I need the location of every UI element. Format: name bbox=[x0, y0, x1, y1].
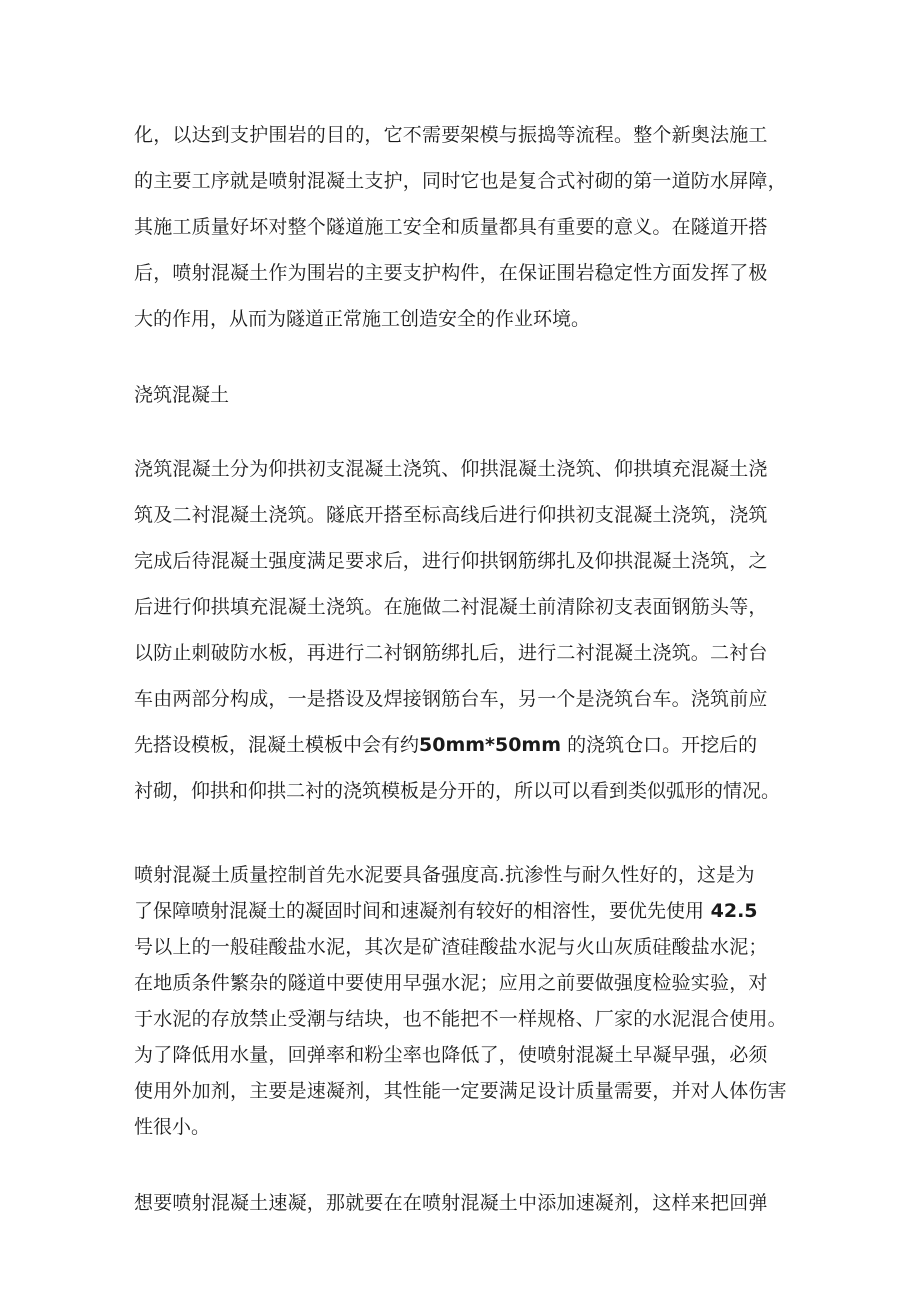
dimension-value: 50mm*50mm bbox=[419, 734, 562, 756]
paragraph-2-line-7-text: 先搭设模板，混凝土模板中会有约 bbox=[134, 734, 420, 756]
paragraph-3-line-8: 性很小。 bbox=[134, 1116, 211, 1138]
paragraph-2-line-2: 筑及二衬混凝土浇筑。隧底开搭至标高线后进行仰拱初支混凝土浇筑，浇筑 bbox=[134, 504, 768, 526]
paragraph-2-line-1: 浇筑混凝土分为仰拱初支混凝土浇筑、仰拱混凝土浇筑、仰拱填充混凝土浇 bbox=[134, 458, 768, 480]
paragraph-2-line-8: 衬砌，仰拱和仰拱二衬的浇筑模板是分开的，所以可以看到类似弧形的情况。 bbox=[134, 780, 781, 802]
paragraph-2-line-5: 以防止刺破防水板，再进行二衬钢筋绑扎后，进行二衬混凝土浇筑。二衬台 bbox=[134, 642, 768, 664]
paragraph-2-line-3: 完成后待混凝土强度满足要求后，进行仰拱钢筋绑扎及仰拱混凝土浇筑，之 bbox=[134, 550, 768, 572]
paragraph-3-line-5: 于水泥的存放禁止受潮与结块，也不能把不一样规格、厂家的水泥混合使用。 bbox=[134, 1008, 787, 1030]
paragraph-1-line-2: 的主要工序就是喷射混凝土支护，同时它也是复合式衬砌的第一道防水屏障， bbox=[134, 170, 787, 192]
paragraph-2-line-7-tail: 的浇筑仓口。开挖后的 bbox=[561, 734, 758, 756]
paragraph-3-line-1: 喷射混凝土质量控制首先水泥要具备强度高.抗渗性与耐久性好的，这是为 bbox=[134, 864, 755, 886]
paragraph-1-line-3: 其施工质量好坏对整个隧道施工安全和质量都具有重要的意义。在隧道开搭 bbox=[134, 216, 768, 238]
section-heading: 浇筑混凝土 bbox=[134, 384, 230, 406]
paragraph-3-line-7: 使用外加剂，主要是速凝剂，其性能一定要满足设计质量需要，并对人体伤害 bbox=[134, 1080, 787, 1102]
paragraph-3-line-2-text: 了保障喷射混凝土的凝固时间和速凝剂有较好的相溶性，要优先使用 bbox=[134, 900, 705, 922]
paragraph-1-line-1: 化，以达到支护围岩的目的，它不需要架模与振捣等流程。整个新奥法施工 bbox=[134, 124, 768, 146]
paragraph-3-line-3: 号以上的一般硅酸盐水泥，其次是矿渣硅酸盐水泥与火山灰质硅酸盐水泥； bbox=[134, 936, 768, 958]
paragraph-3-line-4: 在地质条件繁杂的隧道中要使用早强水泥；应用之前要做强度检验实验，对 bbox=[134, 972, 768, 994]
paragraph-2-line-6: 车由两部分构成，一是搭设及焊接钢筋台车，另一个是浇筑台车。浇筑前应 bbox=[134, 688, 768, 710]
cement-grade-value: 42.5 bbox=[704, 900, 758, 922]
paragraph-1-line-5: 大的作用，从而为隧道正常施工创造安全的作业环境。 bbox=[134, 308, 591, 330]
paragraph-2-line-7 bbox=[134, 731, 794, 759]
paragraph-3-line-2 bbox=[134, 897, 794, 925]
paragraph-3-line-6: 为了降低用水量，回弹率和粉尘率也降低了，使喷射混凝土早凝早强，必须 bbox=[134, 1044, 768, 1066]
paragraph-1-line-4: 后，喷射混凝土作为围岩的主要支护构件，在保证围岩稳定性方面发挥了极 bbox=[134, 262, 768, 284]
paragraph-4-line-1: 想要喷射混凝土速凝，那就要在在喷射混凝土中添加速凝剂，这样来把回弹 bbox=[134, 1192, 768, 1214]
paragraph-2-line-4: 后进行仰拱填充混凝土浇筑。在施做二衬混凝土前清除初支表面钢筋头等， bbox=[134, 596, 768, 618]
